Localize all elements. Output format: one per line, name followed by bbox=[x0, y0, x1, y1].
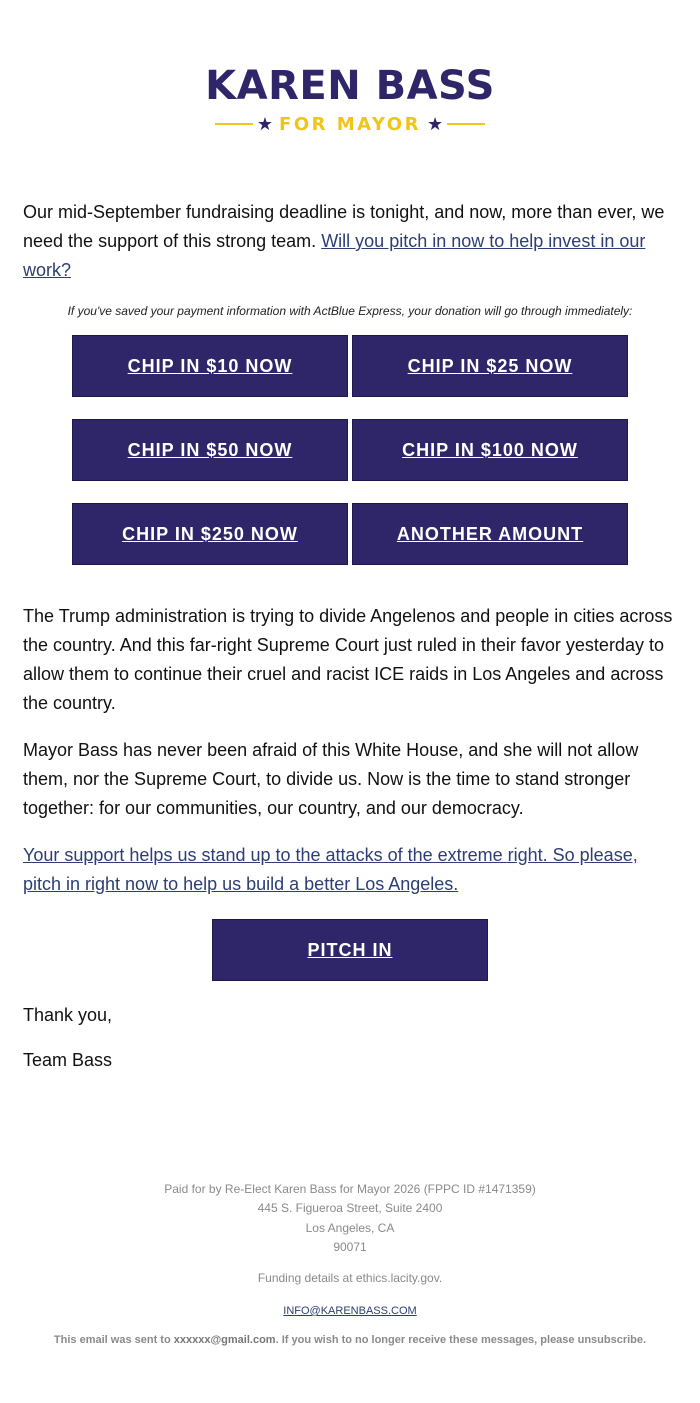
sent-to-notice bbox=[0, 1333, 700, 1347]
chip-in-50-button[interactable]: CHIP IN $50 NOW bbox=[72, 419, 348, 481]
footer-address-zip: 90071 bbox=[333, 1240, 367, 1254]
chip-in-100-button[interactable]: CHIP IN $100 NOW bbox=[352, 419, 628, 481]
chip-in-250-button[interactable]: CHIP IN $250 NOW bbox=[72, 503, 348, 565]
logo-subtitle: FOR MAYOR bbox=[279, 113, 421, 135]
logo-name: KAREN BASS bbox=[205, 63, 495, 109]
paid-for-disclaimer: Paid for by Re-Elect Karen Bass for Mayor 2026 (FPPC ID #1471359) bbox=[164, 1182, 536, 1196]
intro-paragraph bbox=[23, 198, 678, 285]
star-icon: ★ bbox=[256, 114, 274, 134]
footer-contact bbox=[0, 1303, 700, 1318]
footer-address-street: 445 S. Figueroa Street, Suite 2400 bbox=[257, 1201, 443, 1215]
body-link-paragraph bbox=[23, 841, 678, 899]
support-donate-link[interactable]: Your support helps us stand up to the attacks of the extreme right. So please, pitch in right now to help us build a better Los Angeles. bbox=[23, 845, 638, 894]
sent-to-prefix: This email was sent to bbox=[53, 1334, 174, 1346]
chip-in-10-button[interactable]: CHIP IN $10 NOW bbox=[72, 335, 348, 397]
intro-text: Our mid-September fundraising deadline is tonight, and now, more than ever, we need the support of this strong team. bbox=[23, 202, 665, 251]
unsubscribe-notice[interactable]: . If you wish to no longer receive these messages, please unsubscribe. bbox=[275, 1334, 647, 1346]
logo-rule-right bbox=[447, 123, 485, 125]
body-paragraph-2: Mayor Bass has never been afraid of this White House, and she will not allow them, nor the Supreme Court, to divide us. Now is the time to stand stronger together: for our communities, our country, and our democracy. bbox=[23, 740, 639, 818]
signoff-team: Team Bass bbox=[23, 1050, 113, 1070]
karen-bass-logo bbox=[0, 63, 700, 136]
body-paragraph-1: The Trump administration is trying to divide Angelenos and people in cities across the country. And this far-right Supreme Court just ruled in their favor yesterday to allow them to continue their cruel and racist ICE raids in Los Angeles and across the country. bbox=[23, 606, 673, 713]
intro-donate-link[interactable]: Will you pitch in now to help invest in our work? bbox=[23, 231, 646, 280]
star-icon: ★ bbox=[426, 114, 444, 134]
contact-email-link[interactable]: INFO@KARENBASS.COM bbox=[283, 1305, 417, 1317]
actblue-express-note: If you've saved your payment information with ActBlue Express, your donation will go through immediately: bbox=[67, 304, 633, 318]
chip-in-25-button[interactable]: CHIP IN $25 NOW bbox=[352, 335, 628, 397]
logo-rule-left bbox=[215, 123, 253, 125]
another-amount-button[interactable]: ANOTHER AMOUNT bbox=[352, 503, 628, 565]
pitch-in-button[interactable]: PITCH IN bbox=[212, 919, 488, 981]
signoff-thanks: Thank you, bbox=[23, 1005, 113, 1025]
funding-details: Funding details at ethics.lacity.gov. bbox=[257, 1271, 443, 1285]
footer-address-city: Los Angeles, CA bbox=[305, 1221, 395, 1235]
logo-tagline bbox=[0, 112, 700, 136]
recipient-email: xxxxxx@gmail.com bbox=[173, 1334, 276, 1346]
